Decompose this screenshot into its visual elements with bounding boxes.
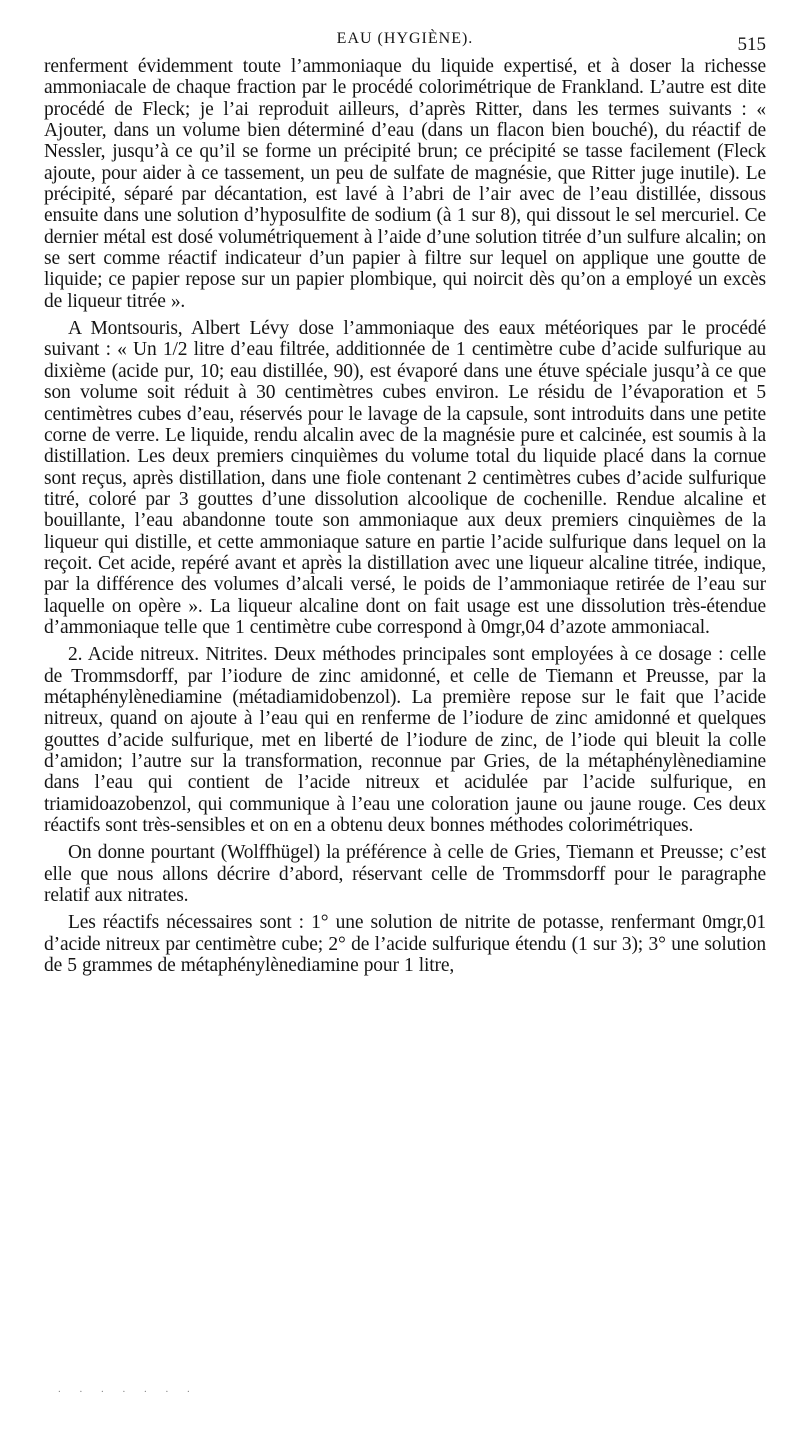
page-number: 515: [737, 34, 766, 55]
paragraph-reagents: Les réactifs nécessaires sont : 1° une solution de nitrite de potasse, renfermant 0mgr,01 d’acide nitreux par centimètre cube; 2° de l’acide sulfurique étendu (1 sur 3); 3° une solution de 5 grammes de métaphénylènediamine pour 1 litre,: [44, 912, 766, 977]
paragraph-montsouris-method: A Montsouris, Albert Lévy dose l’ammoniaque des eaux météoriques par le procédé suivant : « Un 1/2 litre d’eau filtrée, additionnée de 1 centimètre cube d’acide sulfurique au dixième (acide pur, 10; eau distillée, 90), est évaporé dans une étuve spéciale jusqu’à ce que son volume soit réduit à 30 centimètres cubes environ. Le résidu de l’évaporation et 5 centimètres cubes d’eau, réservés pour le lavage de la capsule, sont introduits dans une petite corne de verre. Le liquide, rendu alcalin avec de la magnésie pure et calcinée, est soumis à la distillation. Les deux premiers cinquièmes du volume total du liquide placé dans la cornue sont reçus, après distillation, dans une fiole contenant 2 centimètres cubes d’acide sulfurique titré, coloré par 3 gouttes d’une dissolution alcoolique de cochenille. Rendue alcaline et bouillante, l’eau abandonne toute son ammoniaque aux deux premiers cinquièmes de la liqueur qui distille, et cette ammoniaque sature en partie l’acide sulfurique dans lequel on la reçoit. Cet acide, repéré avant et après la distillation avec une liqueur alcaline titrée, indique, par la différence des volumes d’alcali versé, le poids de l’ammoniaque retirée de l’eau sur laquelle on opère ». La liqueur alcaline dont on fait usage est une dissolution très-étendue d’ammoniaque telle que 1 centimètre cube correspond à 0mgr,04 d’azote ammoniacal.: [44, 318, 766, 638]
footer-marks: . . . . . . .: [58, 1383, 198, 1395]
paragraph-preference: On donne pourtant (Wolffhügel) la préférence à celle de Gries, Tiemann et Preusse; c’est elle que nous allons décrire d’abord, réservant celle de Trommsdorff pour le paragraphe relatif aux nitrates.: [44, 842, 766, 907]
running-title: EAU (HYGIÈNE).: [336, 30, 474, 47]
document-page: [44, 26, 766, 976]
paragraph-nitrous-acid: 2. Acide nitreux. Nitrites. Deux méthodes principales sont employées à ce dosage : celle de Trommsdorff, par l’iodure de zinc amidonné, et celle de Tiemann et Preusse, par la métaphénylènediamine (métadiamidobenzol). La première repose sur le fait que l’acide nitreux, quand on ajoute à l’eau qui en renferme de l’iodure de zinc amidonné et quelques gouttes d’acide sulfurique, met en liberté de l’iodure de zinc, de l’iode qui bleuit la colle d’amidon; l’autre sur la transformation, reconnue par Gries, de la métaphénylènediamine dans l’eau qui contient de l’acide nitreux et acidulée par l’acide sulfurique, en triamidoazobenzol, qui communique à l’eau une coloration jaune ou jaune rouge. Ces deux réactifs sont très-sensibles et on en a obtenu deux bonnes méthodes colorimétriques.: [44, 644, 766, 837]
paragraph-continuation: renferment évidemment toute l’ammoniaque du liquide expertisé, et à doser la richesse ammoniacale de chaque fraction par le procédé colorimétrique de Frankland. L’autre est dite procédé de Fleck; je l’ai reproduit ailleurs, d’après Ritter, dans les termes suivants : « Ajouter, dans un volume bien déterminé d’eau (dans un flacon bien bouché), du réactif de Nessler, jusqu’à ce qu’il se forme un précipité brun; ce précipité se tasse facilement (Fleck ajoute, pour aider à ce tassement, un peu de sulfate de magnésie, que Ritter juge inutile). Le précipité, séparé par décantation, est lavé à l’abri de l’air avec de l’eau distillée, dissous ensuite dans une solution d’hyposulfite de sodium (à 1 sur 8), qui dissout le sel mercuriel. Ce dernier métal est dosé volumétriquement à l’aide d’une solution titrée d’un sulfure alcalin; on se sert comme réactif indicateur d’un papier à filtre sur lequel on applique une goutte de liquide; ce papier repose sur un papier plombique, qui noircit dès qu’on a employé un excès de liqueur titrée ».: [44, 56, 766, 312]
body-text: [44, 56, 766, 976]
page-header: [44, 26, 766, 56]
